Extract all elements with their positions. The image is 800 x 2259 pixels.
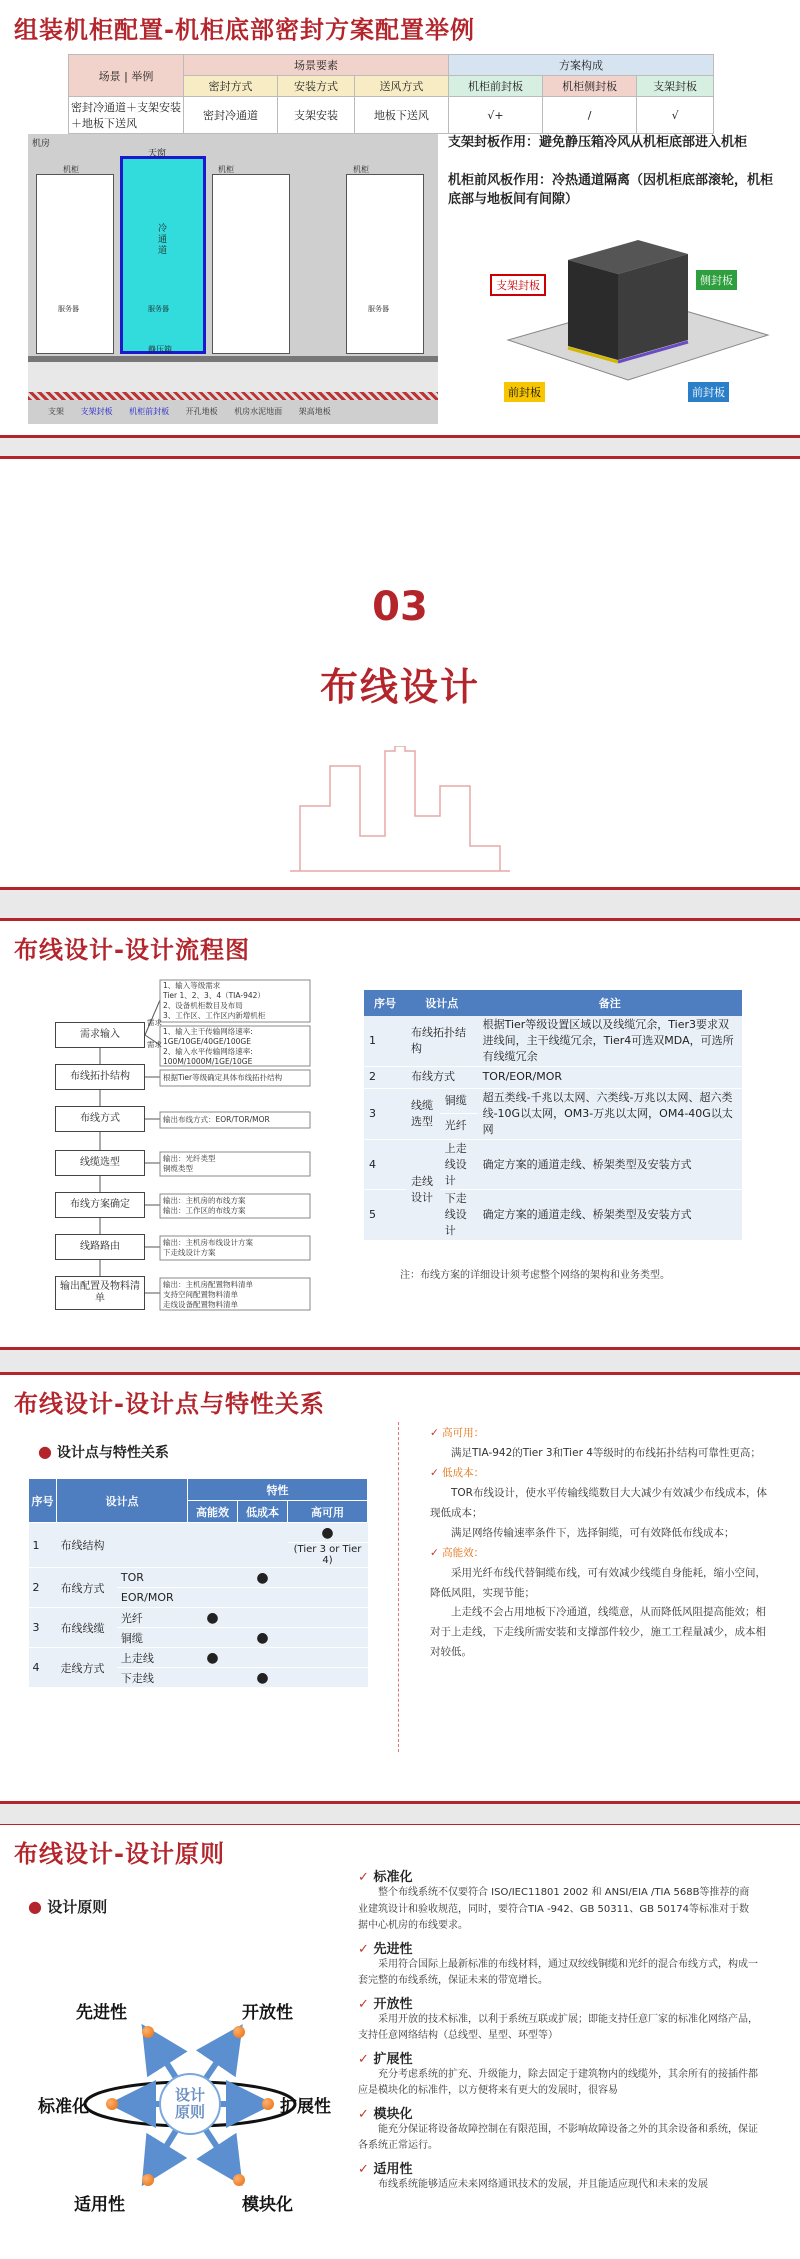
design-point-table [364, 990, 742, 1241]
th-eff: 高能效 [188, 1501, 238, 1523]
th-cost: 低成本 [238, 1501, 288, 1523]
node-ball-icon [142, 2026, 154, 2038]
check-icon: ✓ [358, 1941, 369, 1957]
row-avail [288, 1648, 368, 1668]
row-note: 确定方案的通道走线、桥架类型及安装方式 [478, 1139, 742, 1190]
row-avail [288, 1628, 368, 1648]
cabinet-2 [212, 174, 290, 354]
desc-front-panel: 机柜前风板作用：冷热通道隔离（因机柜底部滚轮，机柜底部与地板间有间隙） [448, 173, 774, 207]
row-cost [238, 1648, 288, 1668]
table-row [364, 1016, 742, 1066]
th-point: 设计点 [406, 990, 478, 1016]
row-no: 4 [29, 1648, 57, 1688]
room-label: 机房 [32, 139, 51, 149]
th-bracket: 支架封板 [637, 76, 714, 97]
flow-note-7: 输出：主机房布线设计方案 下走线设计方案 [163, 1238, 253, 1258]
principle-item [358, 2048, 758, 2100]
check-icon: ✓ [430, 1466, 439, 1479]
legend-bracket-panel: 支架封板 [80, 407, 113, 416]
cell-side: / [543, 97, 637, 134]
principle-head: 先进性 [373, 1941, 413, 1957]
flow-note-2: 1、输入主干传输网络速率: 1GE/10GE/40GE/100GE 2、输入水平传输网络速率: 100M/1000M/1GE/10GE [163, 1027, 253, 1067]
check-icon: ✓ [358, 1996, 369, 2012]
feature-head: 低成本： [442, 1466, 485, 1479]
node-standard: 标准化 [38, 2097, 89, 2117]
node-scalable: 扩展性 [280, 2097, 331, 2117]
row-point: 线缆选型 [406, 1088, 440, 1139]
cabinet-1-label: 机柜 [63, 165, 79, 174]
flow-note-5: 输出：光纤类型 铜缆类型 [163, 1154, 216, 1174]
principle-text: 采用开放的技术标准，以利于系统互联或扩展；即能支持任意厂家的标准化网络产品，支持任意网络结构（总线型、星型、环型等） [358, 2013, 758, 2041]
row-point: 走线设计 [406, 1139, 440, 1241]
row-eff [188, 1523, 238, 1568]
desc-bracket-panel: 支架封板作用：避免静压箱冷风从机柜底部进入机柜 [448, 135, 748, 150]
section-title: 布线设计 [319, 665, 480, 709]
feature-line: 满足网络传输速率条件下，选择铜缆，可有效降低布线成本； [451, 1526, 735, 1539]
separator-2 [0, 890, 800, 918]
node-applicable: 适用性 [74, 2195, 125, 2215]
th-install: 安装方式 [278, 76, 355, 97]
flow-note-3: 根据Tier等级确定具体布线拓扑结构 [163, 1073, 283, 1082]
row-note: 超五类线-千兆以太网、六类线-万兆以太网、超六类线-10G以太网，OM3-万兆以太网，OM4-40G以太网 [478, 1088, 742, 1139]
node-modular: 模块化 [242, 2195, 293, 2215]
principles-list [358, 1866, 758, 2193]
city-skyline-decoration [290, 746, 510, 876]
feature-low-cost [430, 1464, 770, 1544]
row-cost [238, 1588, 288, 1608]
feature-high-efficiency [430, 1544, 770, 1664]
slide-5-title: 布线设计-设计原则 [14, 1840, 225, 1868]
principle-text: 充分考虑系统的扩充、升级能力，除去固定于建筑物内的线缆外，其余所有的接插件都应是模块化的标准件，以方便将来有更大的发展时，很容易 [358, 2068, 758, 2096]
row-cost: ● [238, 1568, 288, 1588]
th-plan: 方案构成 [448, 55, 713, 76]
feature-table [28, 1478, 368, 1688]
server-label-3: 服务器 [368, 305, 389, 313]
principle-head: 标准化 [373, 1870, 413, 1885]
slide-4-subtitle [38, 1442, 169, 1462]
side-label-1: 需求 [147, 1018, 162, 1027]
cell-bracket: √ [637, 97, 714, 134]
row-eff [188, 1628, 238, 1648]
feature-line: 满足TIA-942的Tier 3和Tier 4等级时的布线拓扑结构可靠性更高； [451, 1446, 761, 1459]
table-row [364, 1139, 742, 1190]
feature-line: TOR布线设计，使水平传输线缆数目大大减少有效减少布线成本，体现低成本； [430, 1486, 767, 1519]
node-open: 开放性 [242, 2003, 293, 2023]
th-scene: 场景 | 举例 [69, 55, 184, 97]
flow-step-5: 布线方案确定 [55, 1192, 145, 1218]
row-eff [188, 1568, 238, 1588]
separator-3 [0, 1350, 800, 1372]
slide-1 [0, 0, 800, 438]
slide-3 [0, 918, 800, 1350]
separator-4 [0, 1804, 800, 1824]
slide-2 [0, 456, 800, 890]
cabinet-2-label: 机柜 [218, 165, 234, 174]
feature-high-availability [430, 1424, 770, 1464]
label-front-panel-2: 前封板 [688, 382, 729, 402]
row-cost [238, 1523, 288, 1568]
flowchart [10, 970, 350, 1330]
table-row [29, 1523, 368, 1543]
row-no: 5 [364, 1190, 406, 1241]
label-bracket-panel: 支架封板 [490, 274, 546, 296]
th-seal: 密封方式 [184, 76, 278, 97]
principle-text: 采用符合国际上最新标准的布线材料，通过双绞线铜缆和光纤的混合布线方式，构成一套完整的布线系统，保证未来的带宽增长。 [358, 1958, 758, 1986]
cell-install: 支架安装 [278, 97, 355, 134]
static-box [28, 362, 438, 392]
th-point: 设计点 [57, 1479, 188, 1523]
principle-item [358, 2103, 758, 2155]
principle-item [358, 2158, 758, 2194]
row-avail [288, 1588, 368, 1608]
principle-item [358, 1938, 758, 1990]
slide-4-top-line [0, 1372, 800, 1375]
legend-perforated-tile: 开孔地板 [185, 407, 218, 416]
principle-head: 开放性 [373, 1996, 413, 2012]
table-row [364, 1088, 742, 1113]
principle-text: 能充分保证将设备故障控制在有限范围，不影响故障设备之外的其余设备和系统，保证各系统正常运行。 [358, 2123, 758, 2151]
legend-front-panel: 机柜前封板 [129, 407, 170, 416]
feature-head: 高能效： [442, 1546, 485, 1559]
cabinet-3-label: 机柜 [353, 165, 369, 174]
cold-aisle-label: 冷通道 [158, 224, 168, 256]
node-ball-icon [233, 2174, 245, 2186]
principle-item [358, 1993, 758, 2045]
skylight-label: 天窗 [148, 149, 167, 159]
row-no: 2 [364, 1066, 406, 1088]
bullet-icon: ● [38, 1442, 52, 1461]
footnote: 注：布线方案的详细设计须考虑整个网络的架构和业务类型。 [400, 1270, 670, 1281]
divider-dashed [398, 1422, 399, 1752]
flow-step-3: 布线方式 [55, 1106, 145, 1132]
row-avail [288, 1668, 368, 1688]
flow-step-1: 需求输入 [55, 1022, 145, 1048]
row-sub: 光纤 [117, 1608, 188, 1628]
th-req: 场景要素 [184, 55, 449, 76]
row-note: 确定方案的通道走线、桥架类型及安装方式 [478, 1190, 742, 1241]
feature-explanations [430, 1424, 770, 1663]
flow-step-4: 线缆选型 [55, 1150, 145, 1176]
th-no: 序号 [29, 1479, 57, 1523]
feature-line: 采用光纤布线代替铜缆布线，可有效减少线缆自身能耗，缩小空间，降低风阻，实现节能； [430, 1566, 766, 1599]
cabinet-3 [346, 174, 424, 354]
feature-line: 上走线不会占用地板下冷通道，线缆意，从而降低风阻提高能效；相对于上走线，下走线所需安装和支撑部件较少，施工工程量减少，成本相对较低。 [430, 1606, 766, 1659]
flow-note-6: 输出：主机房的布线方案 输出：工作区的布线方案 [163, 1196, 246, 1216]
flow-note-1: 1、输入等级需求 Tier 1、2、3、4（TIA-942） 2、设备机柜数目及布局 3、工作区、工作区内新增机柜 [163, 981, 266, 1021]
row-no: 2 [29, 1568, 57, 1608]
legend-bracket: 支架 [48, 407, 64, 416]
diagram-legend [48, 406, 448, 417]
slide-2-top-line [0, 456, 800, 459]
slide-5-top-line [0, 1824, 800, 1825]
slide-1-title: 组装机柜配置-机柜底部密封方案配置举例 [14, 16, 475, 44]
principle-head: 适用性 [373, 2161, 413, 2177]
row-point: 布线方式 [406, 1066, 478, 1088]
server-label-2: 服务器 [148, 305, 169, 313]
th-no: 序号 [364, 990, 406, 1016]
section-number: 03 [372, 584, 428, 630]
check-icon: ✓ [358, 2161, 369, 2177]
cell-front: √+ [448, 97, 542, 134]
check-icon: ✓ [358, 2106, 369, 2122]
node-ball-icon [106, 2098, 118, 2110]
airflow-diagram [28, 134, 438, 424]
row-eff [188, 1668, 238, 1688]
row-no: 3 [364, 1088, 406, 1139]
feature-head: 高可用： [442, 1427, 485, 1439]
check-icon: ✓ [430, 1546, 439, 1559]
cell-seal: 密封冷通道 [184, 97, 278, 134]
row-sub: TOR [117, 1568, 188, 1588]
cabinet-1 [36, 174, 114, 354]
th-note: 备注 [478, 990, 742, 1016]
slide-5 [0, 1824, 800, 2259]
th-air: 送风方式 [354, 76, 448, 97]
row-extra: (Tier 3 or Tier 4) [288, 1543, 368, 1568]
legend-raised-floor: 架高地板 [298, 407, 331, 416]
concrete-floor [28, 392, 438, 400]
th-front: 机柜前封板 [448, 76, 542, 97]
check-icon: ✓ [358, 2051, 369, 2067]
flow-note-8: 输出：主机房配置物料清单 支持空间配置物料清单 走线设备配置物料清单 [163, 1280, 253, 1310]
row-sub: 下走线 [117, 1668, 188, 1688]
flow-note-4: 输出布线方式：EOR/TOR/MOR [163, 1115, 270, 1124]
static-box-label: 静压箱 [148, 345, 172, 354]
slide-3-top-line [0, 918, 800, 921]
flow-step-6: 线路路由 [55, 1234, 145, 1260]
principles-diagram [30, 1954, 350, 2244]
table-row [29, 1568, 368, 1588]
node-ball-icon [142, 2174, 154, 2186]
row-sub: 上走线 [117, 1648, 188, 1668]
row-cost: ● [238, 1628, 288, 1648]
row-sub: 铜缆 [117, 1628, 188, 1648]
bullet-icon: ● [28, 1897, 42, 1916]
row-no: 3 [29, 1608, 57, 1648]
principle-head: 模块化 [373, 2106, 413, 2122]
flow-step-2: 布线拓扑结构 [55, 1064, 145, 1090]
row-note: 根据Tier等级设置区域以及线缆冗余，Tier3要求双进线间，主干线缆冗余，Tier4可选双MDA，可选所有线缆冗余 [478, 1016, 742, 1066]
row-point: 走线方式 [57, 1648, 117, 1688]
table-row [364, 1066, 742, 1088]
row-cost [238, 1608, 288, 1628]
legend-concrete: 机房水泥地面 [234, 407, 283, 416]
row-sub: 上走线设计 [440, 1139, 478, 1190]
node-advanced: 先进性 [76, 2003, 127, 2023]
check-icon: ✓ [430, 1427, 439, 1439]
slide-5-subtitle [28, 1896, 107, 1917]
flow-step-7: 输出配置及物料清单 [55, 1276, 145, 1310]
row-point: 布线拓扑结构 [406, 1016, 478, 1066]
slide-4 [0, 1372, 800, 1804]
row-sub: 光纤 [440, 1114, 478, 1139]
row-no: 1 [29, 1523, 57, 1568]
row-sub: 铜缆 [440, 1088, 478, 1113]
label-side-panel: 侧封板 [696, 270, 737, 290]
separator-1 [0, 438, 800, 456]
row-point: 布线结构 [57, 1523, 188, 1568]
cell-air: 地板下送风 [354, 97, 448, 134]
row-avail: ● [288, 1523, 368, 1543]
row-avail [288, 1568, 368, 1588]
row-eff: ● [188, 1648, 238, 1668]
row-cost: ● [238, 1668, 288, 1688]
cabinet-3d-illustration [488, 230, 778, 410]
th-avail: 高可用 [288, 1501, 368, 1523]
sealing-config-table [68, 54, 714, 134]
flow-connectors [10, 970, 350, 1330]
node-ball-icon [262, 2098, 274, 2110]
row-sub: EOR/MOR [117, 1588, 188, 1608]
principle-item [358, 1866, 758, 1935]
table-row [29, 1648, 368, 1668]
th-feature: 特性 [188, 1479, 368, 1501]
side-label-2: 需求 [147, 1040, 162, 1049]
row-eff [188, 1588, 238, 1608]
check-icon: ✓ [358, 1870, 369, 1885]
row-sub: 下走线设计 [440, 1190, 478, 1241]
subtitle-text: 设计原则 [47, 1898, 108, 1916]
slide-4-title: 布线设计-设计点与特性关系 [14, 1390, 325, 1418]
principle-head: 扩展性 [373, 2051, 413, 2067]
row-note: TOR/EOR/MOR [478, 1066, 742, 1088]
principle-text: 布线系统能够适应未来网络通讯技术的发展，并且能适应现代和未来的发展 [378, 2178, 708, 2190]
slide-3-title: 布线设计-设计流程图 [14, 936, 250, 964]
row-no: 1 [364, 1016, 406, 1066]
node-ball-icon [233, 2026, 245, 2038]
th-side: 机柜侧封板 [543, 76, 637, 97]
server-label-1: 服务器 [58, 305, 79, 313]
center-label: 设计原则 [174, 2086, 205, 2121]
cell-scene: 密封冷通道＋支架安装＋地板下送风 [69, 97, 184, 134]
label-front-panel: 前封板 [504, 382, 545, 402]
row-no: 4 [364, 1139, 406, 1190]
row-point: 布线线缆 [57, 1608, 117, 1648]
table-row [29, 1608, 368, 1628]
subtitle-text: 设计点与特性关系 [56, 1445, 169, 1461]
row-point: 布线方式 [57, 1568, 117, 1608]
row-eff: ● [188, 1608, 238, 1628]
principle-text: 整个布线系统不仅要符合 ISO/IEC11801 2002 和 ANSI/EIA /TIA 568B等推荐的商业建筑设计和验收规范，同时，要符合TIA -942、GB 50311、GB 50174等标准对于数据中心机房的布线要求。 [358, 1887, 750, 1931]
row-avail [288, 1608, 368, 1628]
